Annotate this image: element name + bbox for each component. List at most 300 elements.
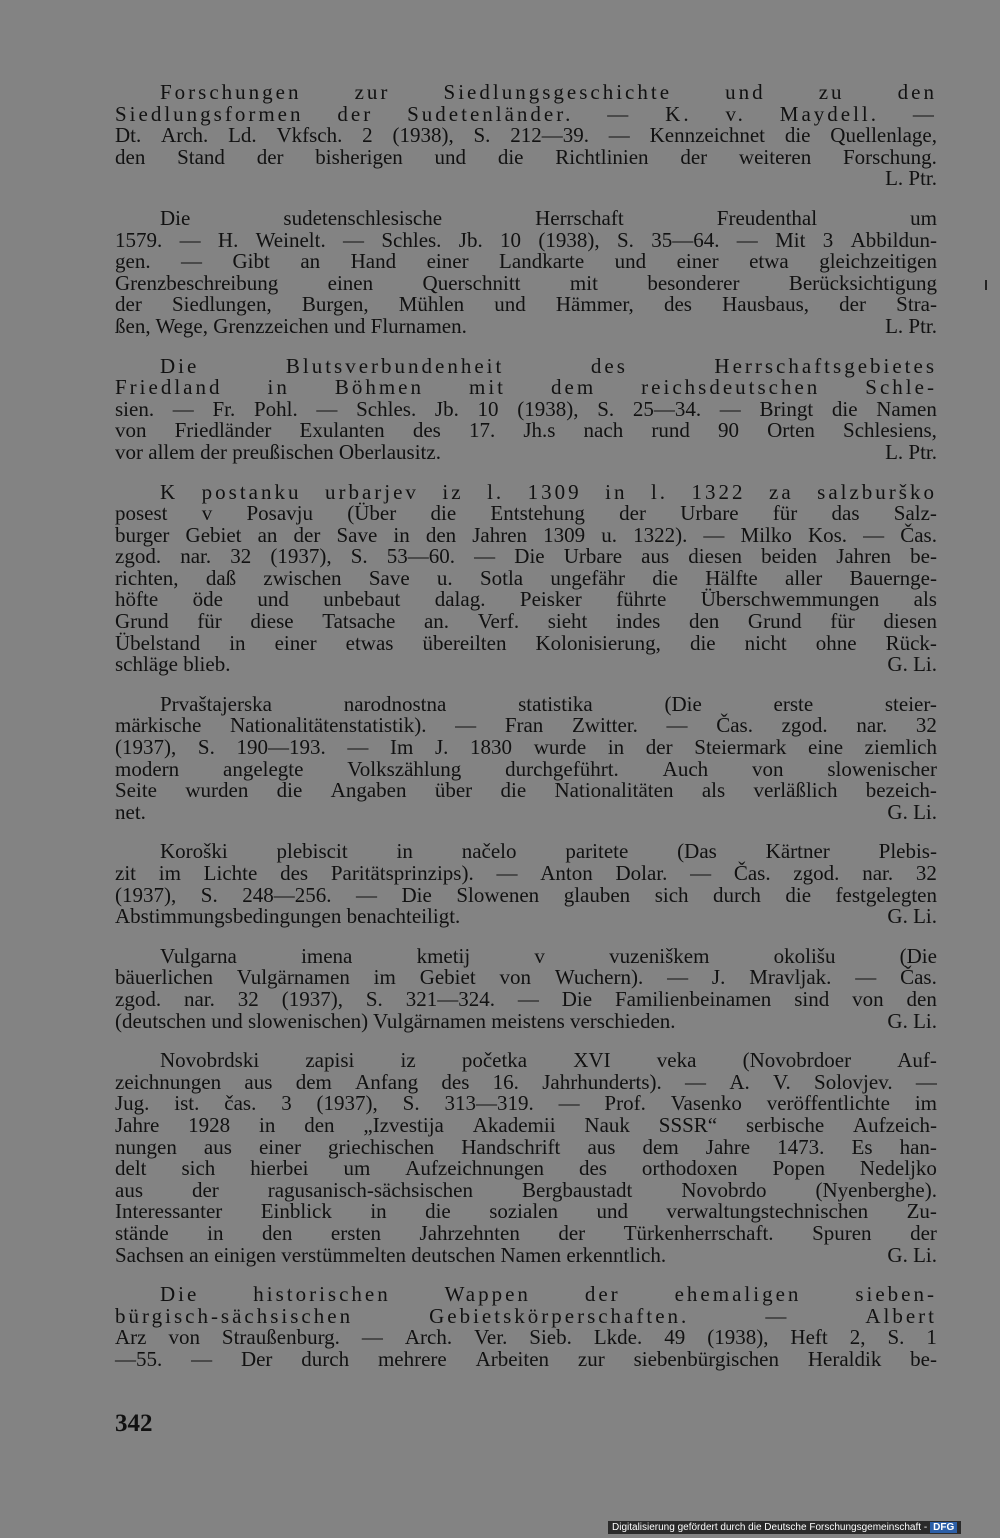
word: den xyxy=(425,522,457,547)
word: — xyxy=(685,1069,707,1094)
word: 3 xyxy=(281,1091,292,1116)
word: um xyxy=(343,1156,371,1181)
entry-line xyxy=(115,522,937,547)
word: Čas. xyxy=(733,861,771,885)
word: čas. xyxy=(224,1091,257,1116)
word: Bauernge- xyxy=(849,565,937,590)
word: ohne xyxy=(815,630,857,655)
word: Urbare xyxy=(680,501,739,526)
word: 25—34. xyxy=(632,396,702,421)
word: „Izvestija xyxy=(363,1112,444,1137)
word: J. xyxy=(434,735,449,760)
entry-signature: G. Li. xyxy=(887,799,937,824)
footer-text: Digitalisierung gefördert durch die Deutsche Forschungsgemeinschaft - xyxy=(612,1522,928,1533)
word: SSSR“ xyxy=(658,1112,718,1137)
entry-line xyxy=(115,1158,937,1180)
word: Türkenherrschaft. xyxy=(623,1220,774,1245)
word: — xyxy=(172,396,194,421)
word: zapisi xyxy=(305,1048,355,1073)
word: 212—39. xyxy=(510,123,589,148)
word: Slowenen xyxy=(456,882,540,907)
word: reichsdeutschen xyxy=(641,375,821,400)
word: Namen xyxy=(876,396,937,421)
word: (Über xyxy=(347,501,397,526)
word: nicht xyxy=(744,630,787,655)
word: des xyxy=(578,1156,607,1181)
word: — xyxy=(912,101,937,126)
word: (Nyenberghe). xyxy=(815,1177,937,1202)
word: durch xyxy=(713,882,761,907)
word: imena xyxy=(301,943,353,968)
word: Akademii xyxy=(472,1112,556,1137)
word: narodnostna xyxy=(343,691,447,716)
word: Jahren xyxy=(472,522,528,547)
entry-line xyxy=(115,420,937,442)
word: unbebaut xyxy=(323,587,401,612)
word: an xyxy=(257,522,278,547)
word: Aufzeich- xyxy=(853,1112,937,1137)
word: Die xyxy=(401,882,432,907)
entry-line xyxy=(115,313,937,338)
word: S. xyxy=(616,227,634,252)
word: und xyxy=(614,249,647,274)
word: Vkfsch. xyxy=(276,123,343,148)
word: Der xyxy=(240,1346,273,1371)
word: Hausbaus, xyxy=(722,292,809,317)
entry-line xyxy=(115,943,937,968)
word: Die xyxy=(514,544,545,569)
word: 1579. xyxy=(115,227,163,252)
word: die xyxy=(689,630,716,655)
word: gleichzeitigen xyxy=(819,249,937,274)
entry-signature: L. Ptr. xyxy=(885,439,937,464)
word: orthodoxen xyxy=(641,1156,738,1181)
word: erste xyxy=(773,691,814,716)
word: verläßlich xyxy=(753,778,838,803)
word: der xyxy=(645,735,673,760)
word: den xyxy=(304,1112,335,1137)
page-number: 342 xyxy=(115,1410,153,1437)
word: Landkarte xyxy=(499,249,585,274)
entry-signature: G. Li. xyxy=(887,652,937,677)
entry-line xyxy=(115,1050,937,1072)
word: S. xyxy=(365,986,383,1011)
word: Verf. xyxy=(477,609,520,634)
entry-line-text: schläge blieb. xyxy=(115,652,231,677)
word: der xyxy=(619,501,646,526)
entry-signature: G. Li. xyxy=(887,904,937,929)
word: l. xyxy=(487,479,505,504)
word: Richtlinien xyxy=(555,144,649,169)
entry-line xyxy=(115,906,937,928)
word: beiden xyxy=(761,544,818,569)
word: Sotla xyxy=(479,565,524,590)
entry-line-text: (deutschen und slowenischen) Vulgärnamen meistens verschieden. xyxy=(115,1008,676,1033)
word: (1938), xyxy=(538,227,600,252)
word: Jahre xyxy=(115,1112,160,1137)
margin-mark xyxy=(985,280,987,290)
word: Ver. xyxy=(474,1325,508,1350)
word: — xyxy=(361,1325,383,1350)
entry-line xyxy=(115,1093,937,1115)
word: — xyxy=(474,544,496,569)
word: in xyxy=(207,1220,224,1245)
word: zit xyxy=(115,861,136,885)
word: Rück- xyxy=(885,630,937,655)
word: Pohl. xyxy=(253,396,298,421)
word: 53—60. xyxy=(386,544,456,569)
word: Save xyxy=(336,522,378,547)
entry-line xyxy=(115,967,937,989)
word: Entstehung xyxy=(490,501,585,526)
word: Jahre xyxy=(705,1134,751,1159)
word: — xyxy=(863,522,885,547)
word: gen. xyxy=(115,249,151,274)
word: — xyxy=(517,986,539,1011)
word: der xyxy=(191,1177,219,1202)
word: Save xyxy=(368,565,410,590)
word: der xyxy=(680,144,708,169)
entry-line xyxy=(115,1346,937,1371)
word: Posavju xyxy=(246,501,314,526)
word: Popen xyxy=(772,1156,825,1181)
word: Ld. xyxy=(228,123,257,148)
word: A. xyxy=(729,1069,750,1094)
word: — xyxy=(316,396,338,421)
entry-signature: G. Li. xyxy=(887,1242,937,1267)
word: in xyxy=(607,735,625,760)
word: Arch. xyxy=(404,1325,453,1350)
word: Tatsache xyxy=(322,609,396,634)
entry-line xyxy=(115,799,937,824)
word: za xyxy=(769,479,794,504)
word: einer xyxy=(676,249,719,274)
word: Fr. xyxy=(212,396,236,421)
word: diesen xyxy=(688,544,742,569)
entry-line xyxy=(115,101,937,126)
word: von xyxy=(499,965,532,990)
word: Vasenko xyxy=(670,1091,742,1116)
word: 1309 xyxy=(543,522,586,547)
word: Mravljak. xyxy=(749,965,832,990)
word: — xyxy=(690,861,712,885)
word: iz xyxy=(400,1048,416,1073)
entry-line xyxy=(115,756,937,781)
entry-line xyxy=(115,125,937,147)
word: des xyxy=(280,861,309,885)
word: nach xyxy=(583,418,624,443)
word: glauben xyxy=(563,882,631,907)
word: des xyxy=(441,1069,470,1094)
word: für xyxy=(830,609,855,634)
word: Einblick xyxy=(260,1199,332,1224)
word: für xyxy=(772,501,798,526)
entry-line xyxy=(115,353,937,378)
entry-line xyxy=(115,986,937,1011)
word: einer xyxy=(258,1134,301,1159)
word: Dt. xyxy=(115,123,142,148)
word: Nauk xyxy=(584,1112,630,1137)
word: Blutsverbundenheit xyxy=(285,353,505,378)
word: Kolonisierung, xyxy=(535,630,661,655)
word: Orten xyxy=(767,418,815,443)
word: weiteren xyxy=(738,144,812,169)
word: K xyxy=(160,479,179,504)
word: Čas. xyxy=(900,522,937,547)
word: Gibt xyxy=(232,249,270,274)
word: Überschwemmungen xyxy=(700,587,880,612)
word: aus xyxy=(203,1134,232,1159)
word: Jb. xyxy=(458,227,483,252)
entry-line xyxy=(115,227,937,252)
word: urbarjev xyxy=(324,479,419,504)
word: aus xyxy=(641,544,670,569)
word: nungen xyxy=(115,1134,177,1159)
entry-line xyxy=(115,294,937,316)
word: Jahrhunderts). xyxy=(542,1069,662,1094)
word: Gebietskörperschaften. xyxy=(429,1303,690,1328)
word: einer xyxy=(274,630,317,655)
word: Koroški xyxy=(160,839,228,864)
word: Exulanten xyxy=(299,418,385,443)
word: — xyxy=(765,1303,790,1328)
word: Die xyxy=(160,353,200,378)
word: im xyxy=(158,861,181,885)
entry-signature: G. Li. xyxy=(887,1008,937,1033)
word: u. xyxy=(601,522,617,547)
word: 49 xyxy=(664,1325,686,1350)
word: Jb. xyxy=(434,396,459,421)
word: Fran xyxy=(504,713,544,738)
word: Nationalitätenstatistik). xyxy=(229,713,427,738)
word: Berücksichtigung xyxy=(788,270,937,295)
word: der xyxy=(115,292,142,317)
word: in xyxy=(370,1199,387,1224)
word: Hand xyxy=(350,249,397,274)
word: paritete xyxy=(565,839,629,864)
word: (1937), xyxy=(281,986,343,1011)
word: im xyxy=(373,965,396,990)
entry-line xyxy=(115,1220,937,1245)
word: bisherigen xyxy=(315,144,403,169)
word: Urbare xyxy=(563,544,623,569)
entry-line xyxy=(115,82,937,104)
word: Siedlungsgeschichte xyxy=(443,80,673,104)
word: Anton xyxy=(540,861,593,885)
word: etwas xyxy=(345,630,394,655)
entry-line xyxy=(115,1112,937,1137)
entry-signature: L. Ptr. xyxy=(885,166,937,191)
word: Siedlungsformen xyxy=(115,101,304,126)
word: Steiermark xyxy=(694,735,787,760)
word: 1322 xyxy=(691,479,746,504)
word: 2, xyxy=(849,1325,866,1350)
word: Bergbaustadt xyxy=(521,1177,633,1202)
word: der xyxy=(910,1220,937,1245)
word: H. xyxy=(217,227,239,252)
word: Kos. xyxy=(807,522,848,547)
word: Gebiet xyxy=(185,522,242,547)
word: — xyxy=(355,882,377,907)
word: Milko xyxy=(740,522,792,547)
word: S. xyxy=(597,396,615,421)
word: des xyxy=(412,418,441,443)
word: Im xyxy=(390,735,414,760)
word: — xyxy=(736,227,758,252)
word: für xyxy=(197,609,222,634)
word: 10 xyxy=(500,227,522,252)
word: Heft xyxy=(790,1325,828,1350)
word: V. xyxy=(773,1069,791,1094)
word: Jahrzehnten xyxy=(419,1220,520,1245)
word: die xyxy=(652,565,678,590)
entry-7 xyxy=(115,943,937,1033)
word: be- xyxy=(910,1346,937,1371)
word: den xyxy=(262,1220,293,1245)
word: als xyxy=(701,778,726,803)
word: die xyxy=(831,396,858,421)
word: griechischen xyxy=(328,1134,435,1159)
entry-5 xyxy=(115,691,937,824)
word: mit xyxy=(569,270,598,295)
entry-line xyxy=(115,611,937,633)
word: plebiscit xyxy=(276,839,348,864)
page-body xyxy=(115,82,937,1388)
word: Stand xyxy=(177,144,225,169)
word: okolišu xyxy=(773,943,836,968)
word: Friedländer xyxy=(174,418,272,443)
entry-line xyxy=(115,715,937,737)
word: des xyxy=(663,292,692,317)
word: 35—64. xyxy=(651,227,720,252)
word: 1322). xyxy=(633,522,688,547)
entry-line xyxy=(115,780,937,802)
word: Nationalitäten xyxy=(554,778,674,803)
word: Mit xyxy=(775,227,806,252)
word: 1309 xyxy=(527,479,582,504)
word: aus xyxy=(244,1069,273,1094)
word: aus xyxy=(587,1134,616,1159)
word: der xyxy=(584,1282,621,1307)
word: in xyxy=(259,1112,276,1137)
word: Stra- xyxy=(896,292,937,317)
word: von xyxy=(115,418,147,443)
entry-signature-line xyxy=(115,168,937,190)
word: 32 xyxy=(915,713,937,738)
word: — xyxy=(343,227,365,252)
word: 2 xyxy=(362,123,373,148)
entry-line xyxy=(115,565,937,590)
word: sich xyxy=(181,1156,216,1181)
word: (1937), xyxy=(270,544,332,569)
word: v xyxy=(534,943,545,968)
word: Paritätsprinzips). xyxy=(330,861,474,885)
entry-line-text: vor allem der preußischen Oberlausitz. xyxy=(115,439,441,464)
word: veröffentlichte xyxy=(766,1091,890,1116)
word: delt xyxy=(115,1156,147,1181)
entry-4 xyxy=(115,479,937,677)
entry-signature: L. Ptr. xyxy=(885,313,937,338)
word: zgod. xyxy=(793,861,840,885)
word: ist. xyxy=(174,1091,200,1116)
word: S. xyxy=(473,123,491,148)
word: nar. xyxy=(183,986,215,1011)
word: den xyxy=(688,609,720,634)
word: han- xyxy=(899,1134,937,1159)
word: (1937), xyxy=(316,1091,378,1116)
word: aller xyxy=(784,565,823,590)
word: Forschung. xyxy=(842,144,937,169)
entry-line-text: Sachsen an einigen verstümmelten deutschen Namen erkenntlich. xyxy=(115,1242,667,1267)
entry-line xyxy=(115,691,937,716)
word: S. xyxy=(200,882,218,907)
word: 190—193. xyxy=(236,735,326,760)
entry-line xyxy=(115,270,937,295)
word: salzburško xyxy=(817,479,937,504)
word: Burgen, xyxy=(301,292,369,317)
word: märkische xyxy=(115,713,202,738)
word: Jahren xyxy=(836,544,891,569)
entry-3 xyxy=(115,353,937,464)
word: Querschnitt xyxy=(422,270,521,295)
word: kmetij xyxy=(416,943,471,968)
word: 17. xyxy=(468,418,496,443)
word: Auf- xyxy=(897,1048,937,1073)
entry-8 xyxy=(115,1050,937,1266)
word: —55. xyxy=(115,1346,163,1371)
entry-line xyxy=(115,1008,937,1033)
word: die xyxy=(785,882,812,907)
entry-line xyxy=(115,546,937,568)
word: ungefähr xyxy=(550,565,626,590)
word: von xyxy=(852,986,884,1011)
word: nar. xyxy=(180,544,212,569)
word: dem xyxy=(295,1069,332,1094)
word: Arz xyxy=(115,1325,147,1350)
word: indes xyxy=(616,609,661,634)
word: modern xyxy=(115,756,180,781)
word: Abbildun- xyxy=(850,227,937,252)
word: — xyxy=(666,713,688,738)
word: Spuren xyxy=(812,1220,872,1245)
word: Bringt xyxy=(759,396,814,421)
entry-line xyxy=(115,144,937,169)
word: Es xyxy=(851,1134,873,1159)
word: des xyxy=(590,353,628,378)
word: Arch. xyxy=(161,123,209,148)
word: 32 xyxy=(237,986,259,1011)
word: — xyxy=(607,101,632,126)
word: Peisker xyxy=(519,587,582,612)
word: und xyxy=(596,1199,628,1224)
entry-line xyxy=(115,1177,937,1202)
word: 1928 xyxy=(188,1112,231,1137)
word: 32 xyxy=(915,861,937,885)
word: festgelegten xyxy=(835,882,937,907)
word: zeichnungen xyxy=(115,1069,222,1094)
word: rund xyxy=(651,418,690,443)
word: Lkde. xyxy=(593,1325,643,1350)
entry-line xyxy=(115,863,937,885)
word: Herrschaftsgebietes xyxy=(714,353,937,378)
word: Die xyxy=(160,205,191,230)
word: Maydell. xyxy=(779,101,880,126)
word: Die xyxy=(561,986,593,1011)
word: bezeich- xyxy=(865,778,937,803)
word: — xyxy=(667,965,689,990)
word: Straußenburg. xyxy=(221,1325,340,1350)
word: — xyxy=(455,713,477,738)
